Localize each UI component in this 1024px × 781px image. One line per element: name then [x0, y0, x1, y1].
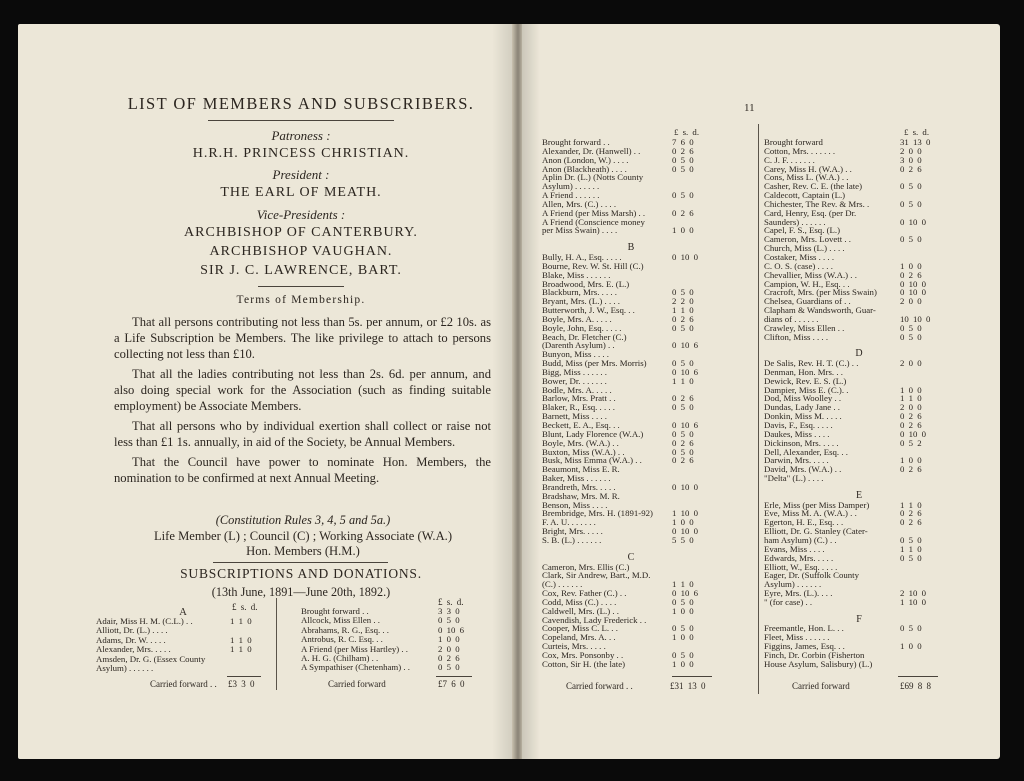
entry-name: A Friend (Conscience money [542, 216, 645, 227]
left-page [18, 24, 514, 759]
entry-name: Brembridge, Mrs. H. (1891-92) [542, 508, 653, 519]
entry-name: Bradshaw, Mrs. M. R. [542, 490, 620, 501]
entry-name: Cotton, Sir H. (the late) [542, 658, 626, 669]
entry-amount: 0 2 6 [900, 508, 922, 519]
entry-name: Budd, Miss (per Mrs. Morris) [542, 358, 647, 369]
r-col1-carried-label: Carried forward . . [566, 681, 633, 691]
entry-amount: 1 0 0 [900, 384, 922, 395]
entry-name: Cox, Mrs. Ponsonby . . [542, 649, 624, 660]
entry-name: Dell, Alexander, Esq. . . [764, 446, 848, 457]
entry-amount: 0 5 0 [900, 623, 922, 634]
entry-amount: 1 0 0 [672, 632, 694, 643]
patroness-label: Patroness : [271, 128, 331, 143]
entry-name: House Asylum, Salisbury) (L.) [764, 658, 873, 669]
entry-amount: 1 1 0 [672, 579, 694, 590]
entry-name: F [856, 613, 862, 625]
entry-name: Brought forward . . [301, 606, 369, 616]
entry-name: Chelsea, Guardians of . . [764, 296, 851, 307]
entry-amount: 2 0 0 [900, 145, 922, 156]
entry-name: Cracroft, Mrs. (per Miss Swain) [764, 287, 877, 298]
entry-name: Allen, Mrs. (C.) . . . . [542, 198, 617, 209]
entry-name: Erle, Miss (per Miss Damper) [764, 499, 870, 510]
terms-paragraphs [114, 314, 491, 486]
entry-name: Bodle, Mrs. A. . . . . [542, 384, 612, 395]
subscriptions-dates: (13th June, 1891—June 20th, 1892.) [211, 585, 391, 599]
entry-name: per Miss Swain) . . . . [542, 225, 618, 236]
entry-amount: 1 1 0 [230, 616, 252, 626]
entry-amount: 2 0 0 [438, 643, 460, 654]
subscriptions-title: SUBSCRIPTIONS AND DONATIONS. [180, 566, 422, 581]
entry-amount: 1 1 0 [900, 499, 922, 510]
entry-name: Beaumont, Miss E. R. [542, 464, 620, 475]
entry-amount: 1 1 0 [230, 644, 252, 655]
vice-president-3: SIR J. C. LAWRENCE, BART. [200, 263, 402, 278]
entry-name: Asylum) . . . . . . [764, 579, 822, 590]
entry-amount: 1 0 0 [672, 658, 694, 669]
entry-name: Freemantle, Hon. L. . . [764, 623, 844, 634]
entry-name: Saunders) . . . . . . [764, 216, 826, 227]
entry-name: "Delta" (L.) . . . . [764, 473, 824, 484]
entry-name: Allcock, Miss Ellen . . [301, 615, 380, 626]
entry-amount: 0 2 6 [900, 464, 922, 475]
entry-amount: 0 10 6 [672, 588, 698, 599]
entry-name: Blunt, Lady Florence (W.A.) [542, 428, 644, 439]
entry-name: Campion, W. H., Esq. . . [764, 278, 850, 289]
entry-name: Caldwell, Mrs. (L.) . . [542, 605, 619, 616]
entry-amount: 0 5 0 [438, 662, 460, 673]
r-col2-entries [764, 138, 954, 669]
list-item [301, 663, 491, 672]
col2-total-rule [436, 676, 472, 677]
entry-name: Boyle, Mrs. A. . . . . [542, 313, 612, 324]
entry-name: Bunyon, Miss . . . . [542, 349, 609, 360]
entry-name: C [627, 551, 635, 563]
col2-carried-amount: £7 6 0 [438, 679, 465, 689]
term-4: That the Council have power to nominate Hon. Members, the nomination to be confirmed at next Annual Meeting. [114, 455, 491, 485]
entry-amount: 2 0 0 [900, 358, 922, 369]
title-rule [208, 120, 394, 121]
entry-amount: 3 3 0 [438, 606, 460, 616]
entry-amount: 0 5 0 [900, 534, 922, 545]
entry-name: Brought forward . . [542, 137, 610, 147]
entry-name: Eager, Dr. (Suffolk County [764, 570, 860, 581]
entry-amount: 0 5 0 [900, 234, 922, 245]
entry-name: Blake, Miss . . . . . . [542, 269, 611, 280]
entry-amount: 0 10 0 [900, 287, 926, 298]
entry-name: Blaker, R., Esq. . . . . [542, 402, 615, 413]
entry-amount: 0 2 6 [672, 393, 694, 404]
entry-amount: 0 5 0 [672, 428, 694, 439]
entry-name: Eve, Miss M. A. (W.A.) . . [764, 508, 857, 519]
entry-name: Beckett, E. A., Esq. . . [542, 420, 620, 430]
entry-name: Asylum) . . . . . . [542, 181, 600, 192]
r-col2-total-rule [898, 676, 938, 677]
entry-amount: 1 0 0 [672, 605, 694, 616]
entry-name: Amsden, Dr. G. (Essex County [96, 653, 206, 664]
entry-name: Church, Miss (L.) . . . . [764, 243, 845, 254]
entry-name: Boyle, Mrs. (W.A.) . . [542, 437, 619, 448]
entry-name: Aplin Dr. (L.) (Notts County [542, 172, 644, 183]
entry-amount: 0 2 6 [672, 455, 694, 466]
entry-name: Bryant, Mrs. (L.) . . . . [542, 296, 620, 307]
entry-amount: 0 2 6 [672, 437, 694, 448]
entry-name: Cons, Miss L. (W.A.) . . [764, 172, 849, 183]
col1-header: £ s. d. [232, 602, 258, 612]
list-item [542, 226, 720, 235]
col2-entries [301, 607, 491, 673]
entry-amount: 0 5 0 [672, 287, 694, 298]
entry-name: Blackburn, Mrs. . . . . [542, 287, 618, 298]
list-item [96, 664, 268, 673]
entry-name: F. A. U. . . . . . . [542, 517, 596, 528]
entry-name: Davis, F., Esq. . . . . [764, 420, 833, 430]
entry-name: Chevallier, Miss (W.A.) . . [764, 269, 857, 280]
entry-name: Adair, Miss H. M. (C.L.) . . [96, 616, 193, 626]
entry-amount: 0 5 0 [672, 322, 694, 333]
entry-amount: 0 5 0 [900, 552, 922, 563]
entry-name: Baker, Miss . . . . . . [542, 473, 611, 484]
entry-amount: 10 10 0 [900, 313, 931, 324]
entry-name: Daukes, Miss . . . . [764, 428, 830, 439]
entry-amount: 0 2 6 [900, 517, 922, 528]
entry-name: Dampier, Miss E. (C.). . [764, 384, 849, 395]
entry-name: A Sympathiser (Chetenham) . . [301, 662, 410, 673]
president-label: President : [272, 167, 330, 182]
entry-name: Capel, F. S., Esq. (L.) [764, 225, 841, 236]
entry-amount: 0 5 0 [672, 623, 694, 634]
entry-name: Asylum) . . . . . . [96, 662, 154, 673]
list-item [764, 660, 954, 669]
entry-name: Clark, Sir Andrew, Bart., M.D. [542, 570, 651, 581]
entry-amount: 0 10 0 [900, 428, 926, 439]
vice-president-1: ARCHBISHOP OF CANTERBURY. [184, 225, 418, 240]
col1-entries [96, 617, 268, 673]
term-1: That all persons contributing not less than 5s. per annum, or £2 10s. as a Life Subscription be Members. The like privilege to attach to persons collecting not less than £10. [114, 315, 491, 361]
entry-name: Copeland, Mrs. A. . . [542, 632, 616, 643]
entry-name: Costaker, Miss . . . . [764, 251, 835, 262]
entry-amount: 0 2 6 [438, 652, 460, 663]
entry-name: Cameron, Mrs. Ellis (C.) [542, 561, 630, 572]
entry-name: Caldecott, Captain (L.) [764, 190, 846, 201]
col1-carried-label: Carried forward . . [150, 679, 217, 689]
entry-name: Alexander, Dr. (Hanwell) . . [542, 145, 641, 156]
entry-amount: 1 0 0 [438, 634, 460, 645]
entry-name: Bully, H. A., Esq. . . . . [542, 251, 622, 262]
entry-name: Beach, Dr. Fletcher (C.) [542, 331, 627, 342]
vice-president-2: ARCHBISHOP VAUGHAN. [209, 244, 393, 259]
entry-amount: 0 10 6 [672, 366, 698, 377]
entry-amount: 1 1 0 [900, 393, 922, 404]
entry-name: Cameron, Mrs. Lovett . . [764, 234, 851, 245]
entry-name: Card, Henry, Esq. (per Dr. [764, 207, 857, 218]
entry-name: Elliott, W., Esq. . . . . [764, 561, 838, 572]
terms-heading: Terms of Membership. [236, 294, 366, 306]
entry-name: Bower, Dr. . . . . . . [542, 375, 607, 386]
entry-name: Dod, Miss Woolley . . [764, 393, 842, 404]
entry-amount: 0 5 0 [672, 402, 694, 413]
entry-name: Broadwood, Mrs. E. (L.) [542, 278, 630, 289]
entry-name: Dundas, Lady Jane . . [764, 402, 840, 413]
list-item [764, 333, 954, 342]
entry-name: Alliott, Dr. (L.) . . . . [96, 625, 168, 636]
entry-amount: 5 5 0 [672, 534, 694, 545]
entry-name: Abrahams, R. G., Esq. . . [301, 624, 389, 635]
entry-name: Alexander, Mrs. . . . . [96, 644, 171, 655]
entry-amount: 0 5 0 [438, 615, 460, 626]
right-page [522, 24, 1000, 759]
term-3: That all persons who by individual exertion shall collect or raise not less than £1 1s. annually, in aid of the Society, be Annual Members. [114, 419, 491, 449]
entry-name: Barnett, Miss . . . . [542, 411, 607, 422]
entry-name: Benson, Miss . . . . [542, 499, 608, 510]
constitution-rules: (Constitution Rules 3, 4, 5 and 5a.) [215, 513, 391, 527]
r-col1-entries [542, 138, 720, 669]
entry-name: Antrobus, R. C. Esq. . . [301, 634, 383, 645]
entry-name: Crawley, Miss Ellen . . [764, 322, 845, 333]
entry-amount: 0 10 0 [900, 216, 926, 227]
list-item [764, 474, 954, 483]
entry-name: dians of . . . . . . [764, 313, 819, 324]
entry-amount: 2 0 0 [900, 402, 922, 413]
entry-name: Bright, Mrs. . . . . [542, 526, 603, 537]
entry-amount: 2 2 0 [672, 296, 694, 307]
entry-amount: 0 5 0 [672, 190, 694, 201]
entry-name: Dewick, Rev. E. S. (L.) [764, 375, 847, 386]
entry-name: Evans, Miss . . . . [764, 543, 825, 554]
term-2: That all the ladies contributing not less than 2s. 6d. per annum, and also doing special work for the Association (such as finding suitable employment) be Associate Members. [114, 367, 491, 413]
entry-name: D [855, 348, 863, 360]
entry-name: Casher, Rev. C. E. (the late) [764, 181, 863, 192]
entry-name: Brandreth, Mrs. . . . . [542, 481, 616, 492]
list-item [542, 536, 720, 545]
entry-name: Clifton, Miss . . . . [764, 331, 829, 342]
entry-amount: 3 0 0 [900, 154, 922, 165]
entry-amount: 0 2 6 [672, 207, 694, 218]
entry-name: Cavendish, Lady Frederick . . [542, 614, 647, 625]
entry-amount: 0 5 0 [672, 596, 694, 607]
entry-name: Carey, Miss H. (W.A.) . . [764, 163, 852, 174]
entry-name: Anon (Blackheath) . . . . [542, 163, 627, 174]
entry-name: Elliott, Dr. G. Stanley (Cater- [764, 526, 868, 537]
entry-amount: 0 10 0 [672, 481, 698, 492]
entry-amount: 1 0 0 [672, 225, 694, 236]
entry-name: Dickinson, Mrs. . . . . [764, 437, 839, 448]
entry-amount: 1 1 0 [230, 634, 252, 645]
entry-name: Donkin, Miss M. . . . . [764, 411, 842, 422]
entry-amount: 1 1 0 [900, 543, 922, 554]
entry-name: Chichester, The Rev. & Mrs. . [764, 198, 870, 209]
entry-amount: 0 10 0 [672, 526, 698, 537]
entry-name: Busk, Miss Emma (W.A.) . . [542, 455, 642, 466]
entry-name: Cox, Rev. Father (C.) . . [542, 588, 627, 599]
entry-name: David, Mrs. (W.A.) . . [764, 464, 842, 475]
entry-amount: 1 10 0 [672, 508, 698, 519]
entry-amount: 1 0 0 [900, 641, 922, 652]
entry-name: Clapham & Wandsworth, Guar- [764, 305, 876, 316]
entry-name: Eyre, Mrs. (L.). . . . [764, 588, 833, 599]
entry-name: Cooper, Miss C. L. . . [542, 623, 618, 634]
entry-amount: 0 5 0 [900, 181, 922, 192]
r-col2-carried-amount: £69 8 8 [900, 681, 931, 691]
entry-name: A. H. G. (Chilham) . . [301, 652, 379, 663]
entry-amount: 0 2 6 [900, 420, 922, 430]
entry-name: ham Asylum) (C.) . . [764, 534, 837, 545]
col1-total-rule [227, 676, 261, 677]
entry-amount: 0 10 6 [672, 420, 698, 430]
col2-header: £ s. d. [438, 597, 464, 607]
entry-amount: 0 5 0 [672, 649, 694, 660]
entry-amount: 0 2 6 [900, 411, 922, 422]
entry-name: A Friend (per Miss Marsh) . . [542, 207, 646, 218]
entry-name: Edwards, Mrs. . . . . [764, 552, 834, 563]
vice-presidents-label: Vice-Presidents : [256, 207, 346, 222]
r-col2-header: £ s. d. [904, 127, 930, 137]
entry-amount: 0 2 6 [900, 163, 922, 174]
r-col1-carried-amount: £31 13 0 [670, 681, 706, 691]
entry-name: E [855, 489, 863, 501]
entry-name: Darwin, Mrs. . . . . [764, 455, 829, 466]
entry-amount: 0 2 6 [900, 269, 922, 280]
entry-amount: 7 6 0 [672, 137, 694, 147]
entry-name: Barlow, Mrs. Pratt . . [542, 393, 616, 404]
r-column-divider [758, 124, 759, 694]
entry-name: Cotton, Mrs. . . . . . . [764, 145, 836, 156]
r-col1-total-rule [672, 676, 712, 677]
entry-name: De Salis, Rev. H. T. (C.) . . [764, 358, 859, 369]
list-item [764, 598, 954, 607]
entry-amount: 0 2 6 [672, 313, 694, 324]
entry-amount: 2 0 0 [900, 296, 922, 307]
entry-amount: 0 5 0 [900, 322, 922, 333]
entry-amount: 0 5 0 [672, 358, 694, 369]
entry-amount: 0 10 6 [438, 624, 464, 635]
entry-amount: 1 1 0 [672, 375, 694, 386]
entry-amount: 0 10 6 [672, 340, 698, 351]
r-col2-carried-label: Carried forward [792, 681, 850, 691]
entry-amount: 1 0 0 [900, 455, 922, 466]
membership-legend-1: Life Member (L) ; Council (C) ; Working Associate (W.A.) [153, 529, 453, 543]
entry-amount: 0 10 0 [672, 251, 698, 262]
r-col1-header: £ s. d. [674, 127, 700, 137]
entry-name: Finch, Dr. Corbin (Fisherton [764, 649, 865, 660]
entry-amount: 0 5 2 [900, 437, 922, 448]
entry-name: Fleet, Miss . . . . . . [764, 632, 830, 643]
entry-name: Figgins, James, Esq. . . [764, 641, 845, 652]
entry-name: Brought forward [764, 137, 823, 147]
entry-amount: 1 10 0 [900, 596, 926, 607]
section-a: A [179, 607, 187, 618]
entry-amount: 1 0 0 [672, 517, 694, 528]
entry-name: A Friend . . . . . . [542, 190, 600, 201]
entry-name: Buxton, Miss (W.A.) . . [542, 446, 625, 457]
entry-name: Egerton, H. E., Esq. . . [764, 517, 844, 528]
list-item [542, 660, 720, 669]
entry-name: " (for case) . . [764, 596, 813, 607]
entry-name: Denman, Hon. Mrs. . . [764, 366, 843, 377]
entry-name: Codd, Miss (C.) . . . . [542, 596, 617, 607]
column-divider [276, 598, 277, 690]
entry-amount: 0 5 0 [672, 446, 694, 457]
entry-name: Bourne, Rev. W. St. Hill (C.) [542, 260, 644, 271]
entry-name: (C.) . . . . . . [542, 579, 583, 590]
entry-name: C. O. S. (case) . . . . [764, 260, 833, 271]
entry-name: A Friend (per Miss Hartley) . . [301, 643, 409, 654]
entry-name: (Darenth Asylum) . . [542, 340, 615, 351]
entry-amount: 0 5 0 [900, 198, 922, 209]
entry-amount: 31 13 0 [900, 137, 931, 147]
col1-carried-amount: £3 3 0 [228, 679, 255, 689]
list-title: LIST OF MEMBERS AND SUBSCRIBERS. [127, 94, 475, 113]
entry-name: Boyle, John, Esq. . . . . [542, 322, 622, 333]
subs-rule [213, 562, 388, 563]
entry-name: C. J. F. . . . . . . [764, 154, 815, 165]
entry-name: Bigg, Miss . . . . . . [542, 366, 608, 377]
entry-amount: 0 10 0 [900, 278, 926, 289]
entry-name: Anon (London, W.) . . . . [542, 154, 629, 165]
entry-amount: 1 0 0 [900, 260, 922, 271]
section-rule [258, 286, 344, 287]
entry-amount: 0 2 6 [672, 145, 694, 156]
entry-amount: 1 1 0 [672, 305, 694, 316]
entry-name: Butterworth, J. W., Esq. . . [542, 305, 635, 316]
page-number: 11 [744, 102, 755, 114]
president-name: THE EARL OF MEATH. [220, 185, 382, 200]
membership-legend-2: Hon. Members (H.M.) [246, 544, 360, 558]
entry-name: B [627, 242, 635, 254]
col2-carried-label: Carried forward [328, 679, 386, 689]
patroness-name: H.R.H. PRINCESS CHRISTIAN. [192, 146, 410, 161]
entry-amount: 0 5 0 [900, 331, 922, 342]
entry-name: Curteis, Mrs. . . . . [542, 641, 606, 652]
entry-amount: 2 10 0 [900, 588, 926, 599]
entry-name: Adams, Dr. W. . . . . [96, 634, 166, 645]
entry-amount: 0 5 0 [672, 163, 694, 174]
entry-name: S. B. (L.) . . . . . . [542, 534, 602, 545]
entry-amount: 0 5 0 [672, 154, 694, 165]
